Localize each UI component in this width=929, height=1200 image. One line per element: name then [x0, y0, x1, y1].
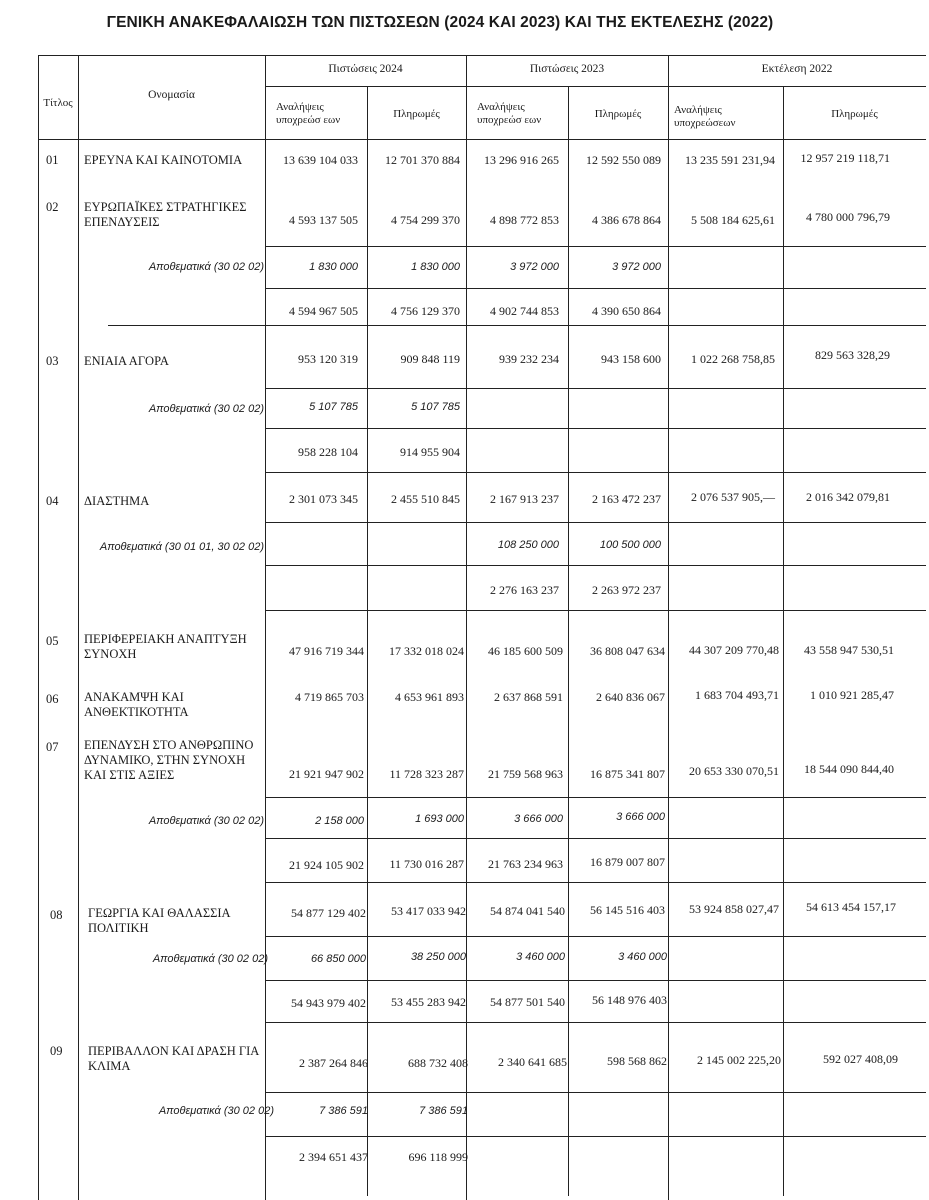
header-commitments-2022: Αναλήψεις υποχρεώσεων [674, 104, 736, 129]
cell-value: 939 232 234 [499, 352, 559, 366]
cell-value: 1 010 921 285,47 [810, 688, 894, 702]
cell-value: 4 594 967 505 [289, 304, 358, 318]
row-name: ΕΝΙΑΙΑ ΑΓΟΡΑ [84, 354, 169, 368]
cell-value: 18 544 090 844,40 [804, 762, 894, 776]
cell-value: 958 228 104 [298, 445, 358, 459]
cell-value: 2 163 472 237 [592, 492, 661, 506]
cell-value: 2 016 342 079,81 [806, 490, 890, 504]
header-credits-2024: Πιστώσεις 2024 [328, 63, 403, 75]
cell-value: 20 653 330 070,51 [689, 764, 779, 778]
cell-value: 17 332 018 024 [389, 644, 464, 658]
cell-value: 2 387 264 846 [299, 1056, 368, 1070]
cell-value: 53 417 033 942 [391, 904, 466, 918]
cell-value: 5 107 785 [309, 401, 358, 413]
cell-value: 13 296 916 265 [484, 153, 559, 167]
cell-value: 43 558 947 530,51 [804, 643, 894, 657]
header-payments-2023: Πληρωμές [594, 108, 642, 120]
cell-value: 2 637 868 591 [494, 690, 563, 704]
cell-value: 4 780 000 796,79 [806, 210, 890, 224]
cell-value: 54 874 041 540 [490, 904, 565, 918]
cell-value: 2 301 073 345 [289, 492, 358, 506]
cell-value: 4 898 772 853 [490, 213, 559, 227]
row-name: ΠΕΡΙΒΑΛΛΟΝ ΚΑΙ ΔΡΑΣΗ ΓΙΑ ΚΛΙΜΑ [88, 1044, 259, 1073]
reserves-label: Αποθεματικά (30 02 02) [152, 953, 268, 965]
header-commitments-2023: Αναλήψεις υποχρεώσ εων [477, 101, 542, 126]
cell-value: 2 340 641 685 [498, 1055, 567, 1069]
cell-value: 21 924 105 902 [289, 858, 364, 872]
row-code: 09 [50, 1044, 63, 1058]
cell-value: 47 916 719 344 [289, 644, 364, 658]
cell-value: 12 957 219 118,71 [800, 151, 890, 165]
cell-value: 943 158 600 [601, 352, 661, 366]
cell-value: 56 145 516 403 [590, 903, 665, 917]
cell-value: 11 728 323 287 [389, 767, 464, 781]
cell-value: 54 877 129 402 [291, 906, 366, 920]
cell-value: 66 850 000 [310, 953, 366, 965]
cell-value: 592 027 408,09 [823, 1052, 898, 1066]
cell-value: 909 848 119 [400, 352, 460, 366]
header-name: Ονομασία [148, 89, 195, 101]
cell-value: 12 701 370 884 [385, 153, 460, 167]
cell-value: 3 460 000 [516, 951, 565, 963]
header-commitments-2024: Αναλήψεις υποχρεώσ εων [276, 101, 341, 126]
cell-value: 3 460 000 [618, 951, 667, 963]
row-name: ΑΝΑΚΑΜΨΗ ΚΑΙ ΑΝΘΕΚΤΙΚΟΤΗΤΑ [84, 690, 189, 719]
cell-value: 4 386 678 864 [592, 213, 661, 227]
cell-value: 4 390 650 864 [592, 304, 661, 318]
cell-value: 108 250 000 [497, 539, 559, 551]
row-code: 06 [46, 692, 59, 706]
row-code: 01 [46, 153, 59, 167]
cell-value: 53 455 283 942 [391, 995, 466, 1009]
row-code: 03 [46, 354, 59, 368]
cell-value: 3 972 000 [612, 261, 661, 273]
row-name: ΓΕΩΡΓΙΑ ΚΑΙ ΘΑΛΑΣΣΙΑ ΠΟΛΙΤΙΚΗ [88, 906, 230, 935]
cell-value: 953 120 319 [298, 352, 358, 366]
cell-value: 21 763 234 963 [488, 857, 563, 871]
cell-value: 5 107 785 [411, 401, 460, 413]
cell-value: 38 250 000 [410, 951, 466, 963]
row-name: ΠΕΡΙΦΕΡΕΙΑΚΗ ΑΝΑΠΤΥΞΗ ΣΥΝΟΧΗ [84, 632, 247, 661]
row-code: 05 [46, 634, 59, 648]
cell-value: 36 808 047 634 [590, 644, 665, 658]
cell-value: 2 158 000 [315, 815, 364, 827]
cell-value: 3 666 000 [616, 811, 665, 823]
cell-value: 56 148 976 403 [592, 993, 667, 1007]
cell-value: 2 145 002 225,20 [697, 1053, 781, 1067]
header-title: Τίτλος [43, 97, 73, 109]
cell-value: 16 879 007 807 [590, 855, 665, 869]
cell-value: 598 568 862 [607, 1054, 667, 1068]
cell-value: 5 508 184 625,61 [691, 213, 775, 227]
cell-value: 2 394 651 437 [299, 1150, 368, 1164]
cell-value: 4 756 129 370 [391, 304, 460, 318]
row-name: ΕΡΕΥΝΑ ΚΑΙ ΚΑΙΝΟΤΟΜΙΑ [84, 153, 243, 167]
cell-value: 7 386 591 [319, 1105, 368, 1117]
cell-value: 2 167 913 237 [490, 492, 559, 506]
cell-value: 54 943 979 402 [291, 996, 366, 1010]
cell-value: 914 955 904 [400, 445, 460, 459]
cell-value: 100 500 000 [599, 539, 661, 551]
page-title: ΓΕΝΙΚΗ ΑΝΑΚΕΦΑΛΑΙΩΣΗ ΤΩΝ ΠΙΣΤΩΣΕΩΝ (2024 ΚΑΙ 2023) ΚΑΙ ΤΗΣ ΕΚΤΕΛΕΣΗΣ (2022) [106, 14, 774, 31]
cell-value: 829 563 328,29 [815, 348, 890, 362]
cell-value: 2 640 836 067 [596, 690, 665, 704]
header-credits-2023: Πιστώσεις 2023 [529, 63, 605, 75]
row-code: 07 [46, 740, 59, 754]
reserves-label: Αποθεματικά (30 02 02) [148, 815, 264, 827]
cell-value: 1 022 268 758,85 [691, 352, 775, 366]
reserves-label: Αποθεματικά (30 02 02) [158, 1105, 274, 1117]
header-payments-2024: Πληρωμές [393, 108, 440, 120]
row-code: 02 [46, 200, 59, 214]
cell-value: 21 921 947 902 [289, 767, 364, 781]
cell-value: 2 263 972 237 [592, 583, 661, 597]
row-name: ΕΥΡΩΠΑΪΚΕΣ ΣΤΡΑΤΗΓΙΚΕΣ ΕΠΕΝΔΥΣΕΙΣ [84, 200, 247, 229]
cell-value: 2 276 163 237 [490, 583, 559, 597]
cell-value: 7 386 591 [419, 1105, 468, 1117]
cell-value: 21 759 568 963 [488, 767, 563, 781]
cell-value: 2 455 510 845 [391, 492, 460, 506]
cell-value: 13 639 104 033 [283, 153, 358, 167]
cell-value: 54 613 454 157,17 [806, 900, 896, 914]
reserves-label: Αποθεματικά (30 02 02) [148, 261, 264, 273]
cell-value: 1 683 704 493,71 [695, 688, 779, 702]
cell-value: 13 235 591 231,94 [685, 153, 775, 167]
row-code: 04 [46, 494, 59, 508]
cell-value: 44 307 209 770,48 [689, 643, 779, 657]
reserves-label: Αποθεματικά (30 01 01, 30 02 02) [99, 541, 264, 553]
row-code: 08 [50, 908, 63, 922]
cell-value: 16 875 341 807 [590, 767, 665, 781]
cell-value: 4 653 961 893 [395, 690, 464, 704]
cell-value: 688 732 408 [408, 1056, 468, 1070]
cell-value: 4 754 299 370 [391, 213, 460, 227]
cell-value: 4 902 744 853 [490, 304, 559, 318]
cell-value: 1 693 000 [415, 813, 464, 825]
cell-value: 1 830 000 [411, 261, 460, 273]
cell-value: 2 076 537 905,— [691, 490, 775, 504]
row-name: ΔΙΑΣΤΗΜΑ [84, 494, 150, 508]
cell-value: 4 719 865 703 [295, 690, 364, 704]
cell-value: 54 877 501 540 [490, 995, 565, 1009]
cell-value: 53 924 858 027,47 [689, 902, 779, 916]
reserves-label: Αποθεματικά (30 02 02) [148, 403, 264, 415]
cell-value: 3 666 000 [514, 813, 563, 825]
cell-value: 12 592 550 089 [586, 153, 661, 167]
row-name: ΕΠΕΝΔΥΣΗ ΣΤΟ ΑΝΘΡΩΠΙΝΟ ΔΥΝΑΜΙΚΟ, ΣΤΗΝ ΣΥΝΟΧΗ ΚΑΙ ΣΤΙΣ ΑΞΙΕΣ [84, 738, 254, 782]
cell-value: 11 730 016 287 [389, 857, 464, 871]
cell-value: 1 830 000 [309, 261, 358, 273]
header-execution-2022: Εκτέλεση 2022 [761, 63, 833, 75]
cell-value: 46 185 600 509 [488, 644, 563, 658]
header-payments-2022: Πληρωμές [831, 108, 878, 120]
cell-value: 4 593 137 505 [289, 213, 358, 227]
cell-value: 3 972 000 [510, 261, 559, 273]
cell-value: 696 118 999 [408, 1150, 468, 1164]
